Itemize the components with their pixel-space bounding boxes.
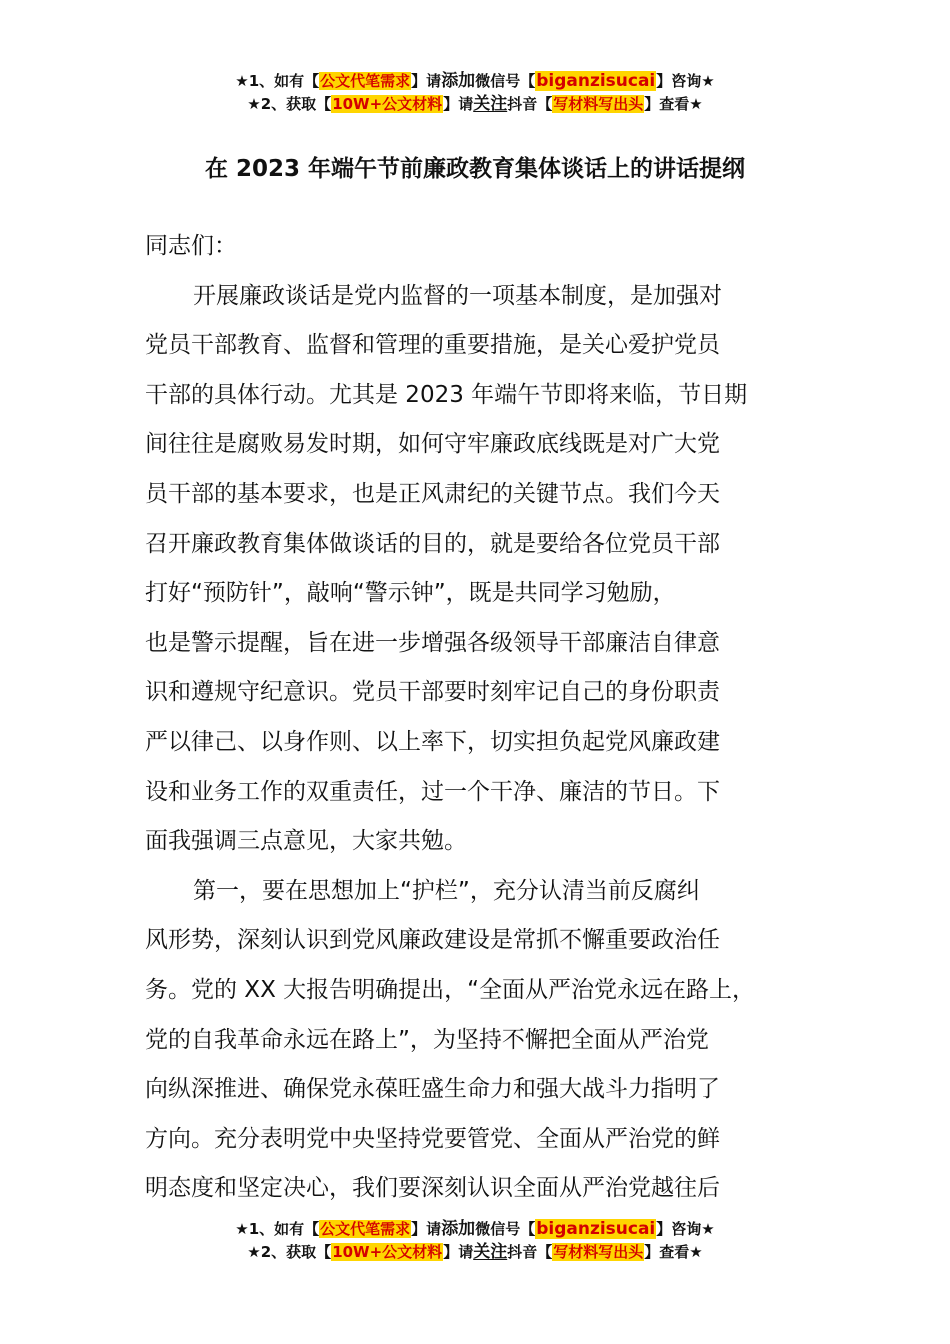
promo-line-1 — [0, 70, 950, 93]
promo-emphasis: 添加 — [441, 71, 476, 91]
promo-emphasis: 添加 — [441, 1219, 476, 1239]
document-body — [145, 222, 815, 1214]
paragraph-line: 间往往是腐败易发时期，如何守牢廉政底线既是对广大党 — [145, 431, 720, 458]
promo-text: ★2、获取【 — [247, 95, 332, 113]
promo-highlight-wechat-id: biganzisucai — [536, 1219, 656, 1239]
promo-text: 】查看★ — [644, 1243, 703, 1261]
promo-text: 】请 — [443, 1243, 474, 1261]
promo-highlight-wechat-id: biganzisucai — [536, 71, 656, 91]
footer-promo — [0, 1218, 950, 1264]
paragraph-line: 风形势，深刻认识到党风廉政建设是常抓不懈重要政治任 — [145, 927, 720, 954]
promo-text: 】咨询★ — [656, 1220, 715, 1238]
promo-text: 】查看★ — [644, 95, 703, 113]
promo-highlight-materials: 10W+公文材料 — [332, 1243, 443, 1261]
paragraph-line: 严以律己、以身作则、以上率下，切实担负起党风廉政建 — [145, 728, 720, 755]
promo-line-1 — [0, 1218, 950, 1241]
paragraph-line: 党员干部教育、监督和管理的重要措施，是关心爱护党员 — [145, 332, 720, 359]
promo-highlight-douyin: 写材料写出头 — [553, 95, 644, 113]
promo-text: 】请 — [411, 72, 442, 90]
paragraph-line: 识和遵规守纪意识。党员干部要时刻牢记自己的身份职责 — [145, 679, 720, 706]
promo-text: 微信号【 — [475, 72, 536, 90]
paragraph-line: 方向。充分表明党中央坚持党要管党、全面从严治党的鲜 — [145, 1125, 720, 1152]
paragraph-line: 面我强调三点意见，大家共勉。 — [145, 828, 467, 855]
promo-emphasis: 关注 — [473, 1242, 508, 1262]
promo-text: ★1、如有【 — [235, 72, 320, 90]
promo-text: ★1、如有【 — [235, 1220, 320, 1238]
promo-highlight-douyin: 写材料写出头 — [553, 1243, 644, 1261]
paragraph-line: 务。党的 XX 大报告明确提出，“全面从严治党永远在路上， — [145, 976, 756, 1003]
promo-line-2 — [0, 93, 950, 116]
promo-text: 】请 — [443, 95, 474, 113]
header-promo — [0, 70, 950, 116]
paragraph-line: 开展廉政谈话是党内监督的一项基本制度，是加强对 — [193, 282, 722, 309]
promo-emphasis: 关注 — [473, 94, 508, 114]
salutation: 同志们： — [145, 233, 237, 259]
promo-text: 抖音【 — [507, 1243, 553, 1261]
paragraph-line: 员干部的基本要求，也是正风肃纪的关键节点。我们今天 — [145, 480, 720, 507]
promo-text: 】请 — [411, 1220, 442, 1238]
promo-text: 】咨询★ — [656, 72, 715, 90]
paragraph-line: 召开廉政教育集体做谈话的目的，就是要给各位党员干部 — [145, 530, 720, 557]
paragraph-line: 设和业务工作的双重责任，过一个干净、廉洁的节日。下 — [145, 778, 720, 805]
promo-highlight-service: 公文代笔需求 — [320, 72, 411, 90]
promo-text: 抖音【 — [507, 95, 553, 113]
paragraph-line: 第一，要在思想加上“护栏”，充分认清当前反腐纠 — [193, 877, 700, 904]
paragraph-line: 干部的具体行动。尤其是 2023 年端午节即将来临，节日期 — [145, 381, 748, 408]
promo-text: 微信号【 — [475, 1220, 536, 1238]
promo-line-2 — [0, 1241, 950, 1264]
paragraph-line: 明态度和坚定决心，我们要深刻认识全面从严治党越往后 — [145, 1175, 720, 1202]
promo-highlight-service: 公文代笔需求 — [320, 1220, 411, 1238]
paragraph-line: 党的自我革命永远在路上”，为坚持不懈把全面从严治党 — [145, 1026, 709, 1053]
paragraph-line: 向纵深推进、确保党永葆旺盛生命力和强大战斗力指明了 — [145, 1076, 720, 1103]
promo-text: ★2、获取【 — [247, 1243, 332, 1261]
paragraph-line: 打好“预防针”，敲响“警示钟”，既是共同学习勉励， — [145, 580, 676, 607]
paragraph-line: 也是警示提醒，旨在进一步增强各级领导干部廉洁自律意 — [145, 629, 720, 656]
document-title: 在 2023 年端午节前廉政教育集体谈话上的讲话提纲 — [204, 156, 746, 182]
promo-highlight-materials: 10W+公文材料 — [332, 95, 443, 113]
